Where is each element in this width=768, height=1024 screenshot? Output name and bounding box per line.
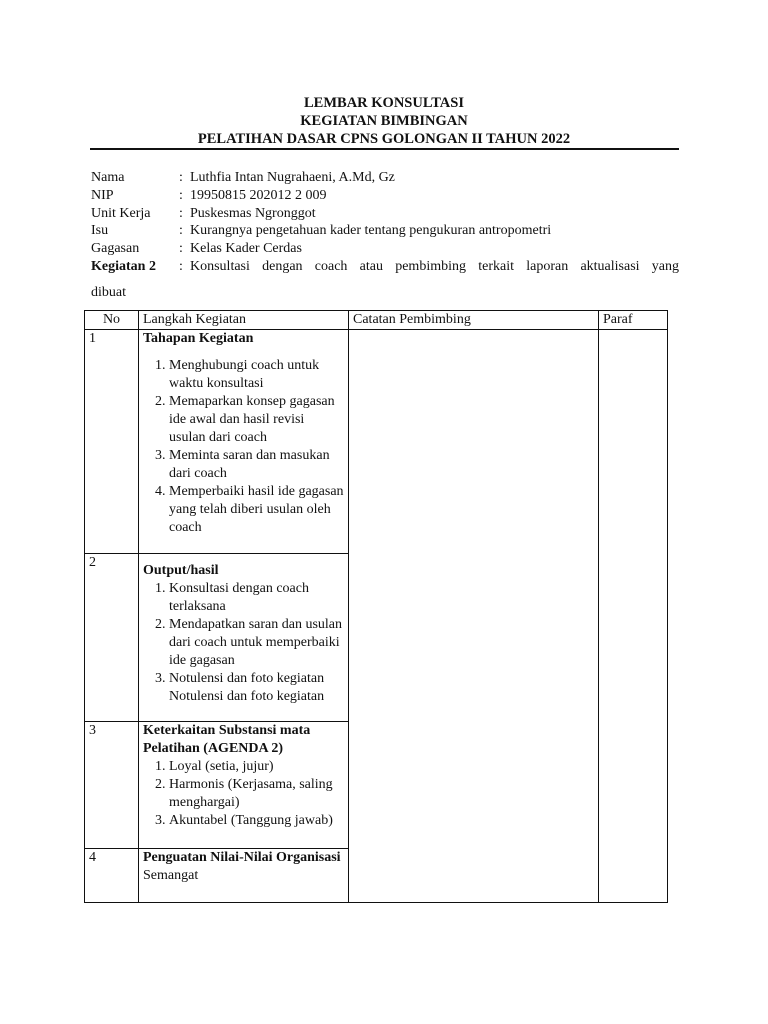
info-value: 19950815 202012 2 009 (190, 188, 327, 203)
info-value: Kurangnya pengetahuan kader tentang pengukuran antropometri (190, 223, 552, 238)
header-no: No (85, 311, 139, 330)
info-label: Gagasan (91, 241, 140, 256)
row-number: 4 (85, 849, 139, 903)
paraf-cell (599, 330, 668, 903)
info-label: NIP (91, 188, 114, 203)
row-plain-text: Semangat (143, 868, 199, 883)
info-colon: : (179, 223, 183, 238)
title-line-1: LEMBAR KONSULTASI (304, 95, 464, 111)
table-header-row (85, 311, 668, 330)
header-catatan: Catatan Pembimbing (349, 311, 599, 330)
section-title: Keterkaitan Substansi mata Pelatihan (AGENDA 2) (143, 723, 311, 756)
info-value: Kelas Kader Cerdas (190, 241, 302, 256)
step-list (143, 357, 344, 537)
list-item: 3. Notulensi dan foto kegiatan Notulensi dan foto kegiatan (169, 670, 344, 706)
info-colon: : (179, 170, 183, 185)
step-list (143, 580, 344, 706)
info-label: Unit Kerja (91, 206, 151, 221)
info-row-nama (90, 169, 679, 187)
catatan-pembimbing-cell (349, 330, 599, 903)
info-label: Kegiatan 2 (91, 259, 156, 274)
info-row-gagasan (90, 240, 679, 258)
list-item: 1. Menghubungi coach untuk waktu konsultasi (169, 357, 344, 393)
info-colon: : (179, 188, 183, 203)
info-row-nip (90, 187, 679, 205)
step-list (143, 758, 344, 830)
info-colon: : (179, 206, 183, 221)
list-item: 2. Harmonis (Kerjasama, saling menghargai) (169, 776, 344, 812)
row-number: 2 (85, 554, 139, 722)
list-item: 1. Konsultasi dengan coach terlaksana (169, 580, 344, 616)
info-value: Konsultasi dengan coach atau pembimbing terkait laporan aktualisasi yang (190, 259, 679, 274)
info-row-unit-kerja (90, 205, 679, 223)
list-item: 2. Mendapatkan saran dan usulan dari coach untuk memperbaiki ide gagasan (169, 616, 344, 670)
info-label: Nama (91, 170, 125, 185)
info-row-kegiatan (90, 258, 679, 276)
list-item: 4. Memperbaiki hasil ide gagasan yang telah diberi usulan oleh coach (169, 483, 344, 537)
list-item: 3. Meminta saran dan masukan dari coach (169, 447, 344, 483)
list-item: 2. Memaparkan konsep gagasan ide awal dan hasil revisi usulan dari coach (169, 393, 344, 447)
row-content (139, 849, 349, 903)
row-number: 3 (85, 722, 139, 849)
title-underline (90, 148, 679, 150)
info-colon: : (179, 241, 183, 256)
title-line-2: KEGIATAN BIMBINGAN (300, 113, 468, 129)
info-value: Puskesmas Ngronggot (190, 206, 316, 221)
list-item: 1. Loyal (setia, jujur) (169, 758, 344, 776)
list-item: 3. Akuntabel (Tanggung jawab) (169, 812, 344, 830)
section-title: Penguatan Nilai-Nilai Organisasi (143, 850, 341, 865)
section-title: Tahapan Kegiatan (143, 331, 254, 346)
info-value: Luthfia Intan Nugrahaeni, A.Md, Gz (190, 170, 395, 185)
info-colon: : (179, 259, 183, 274)
info-continuation: dibuat (91, 285, 126, 300)
header-paraf: Paraf (599, 311, 668, 330)
table-row (85, 330, 668, 554)
consultation-table (84, 310, 668, 903)
row-content (139, 330, 349, 554)
info-row-isu (90, 222, 679, 240)
row-content (139, 722, 349, 849)
info-label: Isu (91, 223, 109, 238)
section-title: Output/hasil (143, 563, 219, 578)
header-langkah: Langkah Kegiatan (139, 311, 349, 330)
row-number: 1 (85, 330, 139, 554)
row-content (139, 554, 349, 722)
title-line-3: PELATIHAN DASAR CPNS GOLONGAN II TAHUN 2022 (197, 131, 571, 147)
